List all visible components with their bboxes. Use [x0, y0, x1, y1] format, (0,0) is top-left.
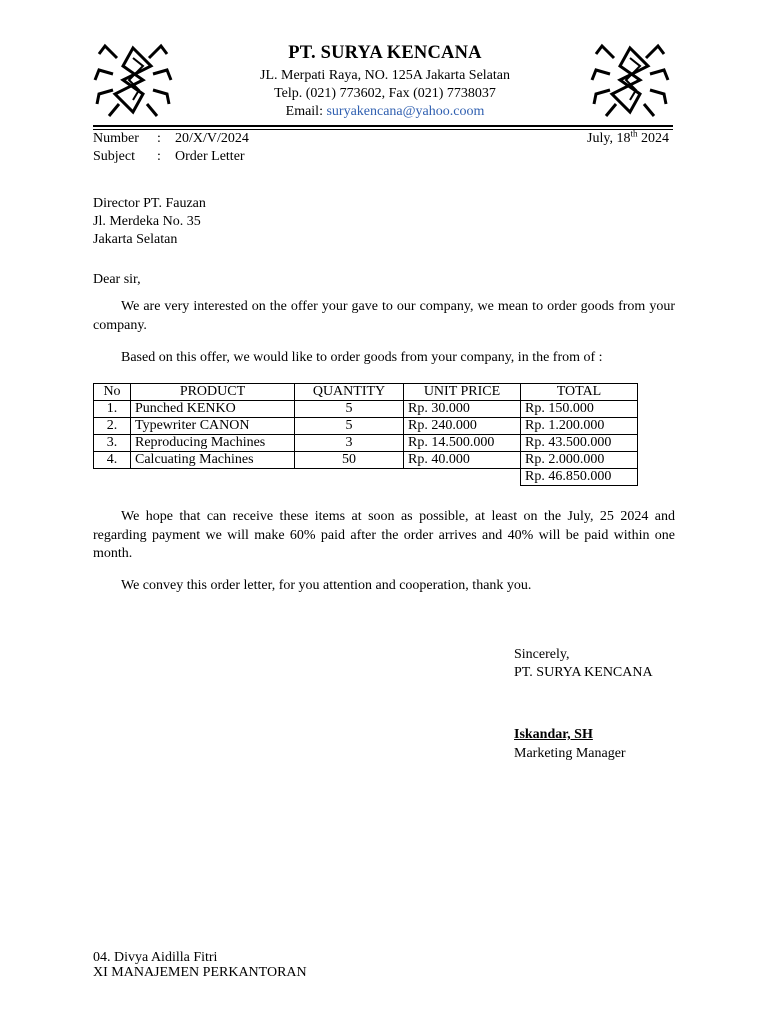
date-suffix: th [630, 128, 638, 139]
signer-name: Iskandar, SH [514, 727, 593, 742]
col-header-unit-price: UNIT PRICE [404, 384, 521, 401]
table-row [94, 401, 638, 418]
cell-unit-price: Rp. 240.000 [404, 418, 521, 435]
cell-unit-price: Rp. 30.000 [404, 401, 521, 418]
recipient-name: Director PT. Fauzan [93, 196, 206, 211]
table-row [94, 435, 638, 452]
blank-cell [131, 469, 295, 486]
blank-cell [295, 469, 404, 486]
cell-product: Typewriter CANON [131, 418, 295, 435]
subject-label: Subject [93, 149, 135, 164]
paragraph-intro: We are very interested on the offer your gave to our company, we mean to order goods from your company. [93, 299, 675, 333]
cell-quantity: 50 [295, 452, 404, 469]
col-header-product: PRODUCT [131, 384, 295, 401]
signer-title: Marketing Manager [514, 746, 626, 761]
subject-value: Order Letter [175, 149, 245, 164]
grand-total: Rp. 46.850.000 [521, 469, 638, 486]
footer-class: XI MANAJEMEN PERKANTORAN [93, 965, 307, 980]
cell-no: 1. [94, 401, 131, 418]
cell-no: 3. [94, 435, 131, 452]
company-email-line [170, 103, 600, 121]
cell-total: Rp. 43.500.000 [521, 435, 638, 452]
cell-total: Rp. 1.200.000 [521, 418, 638, 435]
blank-cell [94, 469, 131, 486]
col-header-no: No [94, 384, 131, 401]
table-header-row [94, 384, 638, 401]
paragraph-delivery: We hope that can receive these items at soon as possible, at least on the July, 25 2024 and regarding payment we will make 60% paid after the order arrives and 40% will be paid within one month. [93, 509, 675, 561]
cell-unit-price: Rp. 40.000 [404, 452, 521, 469]
number-label: Number [93, 131, 139, 146]
cell-product: Reproducing Machines [131, 435, 295, 452]
cell-product: Calcuating Machines [131, 452, 295, 469]
footer-student: 04. Divya Aidilla Fitri [93, 950, 218, 965]
col-header-total: TOTAL [521, 384, 638, 401]
number-colon: : [157, 131, 161, 146]
subject-colon: : [157, 149, 161, 164]
blank-cell [404, 469, 521, 486]
date-day: July, 18 [587, 131, 631, 146]
cell-no: 4. [94, 452, 131, 469]
cell-quantity: 3 [295, 435, 404, 452]
company-name: PT. SURYA KENCANA [288, 43, 482, 63]
cell-quantity: 5 [295, 418, 404, 435]
table-row [94, 452, 638, 469]
company-logo-icon [93, 40, 173, 120]
closing-sincerely: Sincerely, [514, 647, 570, 662]
cell-total: Rp. 2.000.000 [521, 452, 638, 469]
table-row [94, 418, 638, 435]
cell-total: Rp. 150.000 [521, 401, 638, 418]
email-link[interactable]: suryakencana@yahoo.coom [326, 104, 485, 119]
cell-product: Punched KENKO [131, 401, 295, 418]
cell-quantity: 5 [295, 401, 404, 418]
order-table [93, 383, 638, 486]
date-year: 2024 [641, 131, 669, 146]
letterhead-divider [93, 125, 673, 127]
closing-company: PT. SURYA KENCANA [514, 665, 653, 680]
paragraph-order: Based on this offer, we would like to order goods from your company, in the from of : [121, 350, 603, 365]
company-logo-icon [590, 40, 670, 120]
number-value: 20/X/V/2024 [175, 131, 249, 146]
letter-date [587, 130, 669, 148]
salutation: Dear sir, [93, 272, 141, 287]
company-address: JL. Merpati Raya, NO. 125A Jakarta Selatan [260, 68, 510, 83]
cell-unit-price: Rp. 14.500.000 [404, 435, 521, 452]
company-phone: Telp. (021) 773602, Fax (021) 7738037 [274, 86, 496, 101]
paragraph-thanks: We convey this order letter, for you attention and cooperation, thank you. [121, 578, 532, 593]
recipient-street: Jl. Merdeka No. 35 [93, 214, 201, 229]
email-label: Email: [285, 104, 323, 119]
recipient-city: Jakarta Selatan [93, 232, 178, 247]
col-header-quantity: QUANTITY [295, 384, 404, 401]
table-total-row [94, 469, 638, 486]
cell-no: 2. [94, 418, 131, 435]
